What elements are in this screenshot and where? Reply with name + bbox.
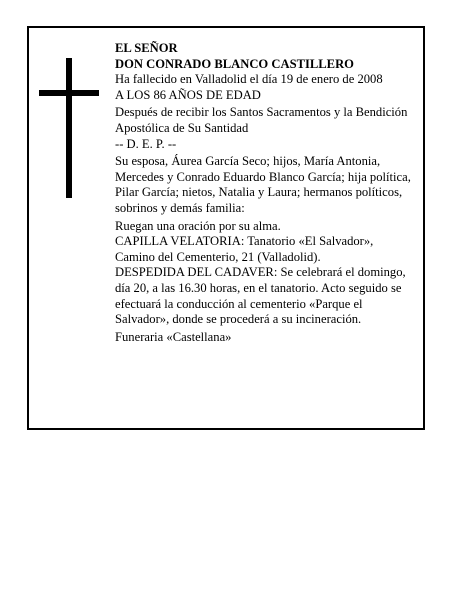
- funeral-home: Funeraria «Castellana»: [115, 329, 232, 344]
- age-statement: A LOS 86 AÑOS DE EDAD: [115, 87, 261, 102]
- prayer-statement: Ruegan una oración por su alma.: [115, 218, 281, 233]
- obituary-notice: [27, 26, 425, 430]
- chapel-statement: CAPILLA VELATORIA: Tanatorio «El Salvador», Camino del Cementerio, 21 (Valladolid).: [115, 234, 374, 264]
- cross-icon: [39, 58, 99, 198]
- title-line-1: EL SEÑOR: [115, 41, 178, 55]
- obituary-text: [115, 41, 415, 345]
- farewell-statement: DESPEDIDA DEL CADAVER: Se celebrará el domingo, día 20, a las 16.30 horas, en el tanatorio. Acto seguido se efectuará la conducción al cementerio «Parque el Salvador», donde se procederá a su incineración.: [115, 265, 406, 327]
- family-statement: Su esposa, Áurea García Seco; hijos, María Antonia, Mercedes y Conrado Eduardo Blanco García; hija política, Pilar García; nietos, Natalia y Laura; hermanos políticos, sobrinos y demás familia:: [115, 154, 411, 215]
- cross-horizontal-bar: [39, 90, 99, 96]
- death-statement: Ha fallecido en Valladolid el día 19 de enero de 2008: [115, 72, 383, 87]
- sacraments-statement: Después de recibir los Santos Sacramentos y la Bendición Apostólica de Su Santidad: [115, 105, 408, 135]
- cross-vertical-bar: [66, 58, 72, 198]
- title-line-2: DON CONRADO BLANCO CASTILLERO: [115, 56, 354, 71]
- rip-line: -- D. E. P. --: [115, 136, 177, 151]
